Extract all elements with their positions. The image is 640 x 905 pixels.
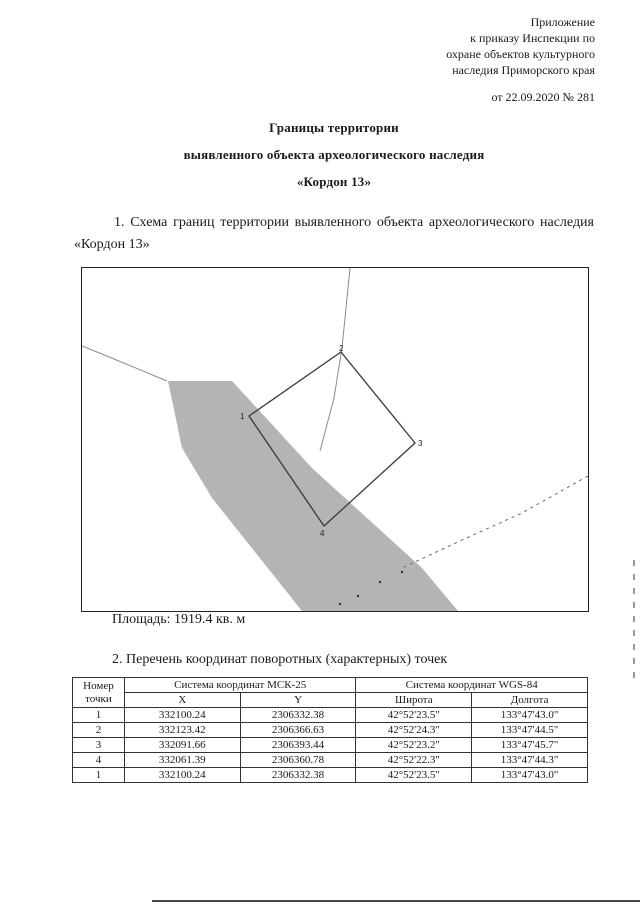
cell-lat: 42°52'23.5"	[356, 768, 472, 783]
table-row	[73, 738, 588, 753]
cell-lon: 133°47'45.7"	[472, 738, 588, 753]
cell-x: 332100.24	[124, 708, 240, 723]
point-label-4: 4	[320, 529, 325, 538]
scan-edge-mark	[633, 560, 635, 680]
sub-y-header: Y	[240, 693, 356, 708]
cell-number: 1	[73, 708, 125, 723]
title-line-3: «Кордон 13»	[296, 174, 372, 189]
cell-x: 332091.66	[124, 738, 240, 753]
sub-lon-header: Долгота	[472, 693, 588, 708]
table-row	[73, 708, 588, 723]
map-dot	[339, 603, 341, 605]
shaded-area	[168, 381, 458, 611]
point-label-3: 3	[418, 439, 423, 448]
appendix-header	[375, 14, 595, 78]
point-label-1: 1	[240, 412, 245, 421]
cell-y: 2306332.38	[240, 708, 356, 723]
cell-y: 2306366.63	[240, 723, 356, 738]
area-text: Площадь: 1919.4 кв. м	[112, 612, 246, 627]
cell-y: 2306360.78	[240, 753, 356, 768]
sub-x-header: X	[124, 693, 240, 708]
map-dot	[379, 581, 381, 583]
table-row	[73, 768, 588, 783]
header-line: к приказу Инспекции по	[470, 31, 595, 45]
cell-lat: 42°52'24.3"	[356, 723, 472, 738]
bottom-scan-rule	[152, 900, 640, 902]
section2-text: 2. Перечень координат поворотных (характерных) точек	[112, 652, 448, 667]
title-line-1: Границы территории	[269, 120, 399, 135]
cell-lon: 133°47'43.0"	[472, 768, 588, 783]
cell-y: 2306393.44	[240, 738, 356, 753]
point-label-2: 2	[339, 344, 344, 353]
map-dot	[401, 571, 403, 573]
cell-lon: 133°47'44.3"	[472, 753, 588, 768]
header-line: наследия Приморского края	[452, 63, 595, 77]
dashed-line	[402, 476, 588, 568]
cell-number: 4	[73, 753, 125, 768]
header-line: Приложение	[530, 15, 595, 29]
cell-lon: 133°47'43.0"	[472, 708, 588, 723]
cell-lon: 133°47'44.5"	[472, 723, 588, 738]
header-line: охране объектов культурного	[446, 47, 595, 61]
sub-lat-header: Широта	[356, 693, 472, 708]
cell-lat: 42°52'22.3"	[356, 753, 472, 768]
cell-lat: 42°52'23.5"	[356, 708, 472, 723]
table-row	[73, 753, 588, 768]
col-number-header: Номер точки	[73, 678, 125, 708]
map-dot	[357, 595, 359, 597]
cell-lat: 42°52'23.2"	[356, 738, 472, 753]
group-wgs-header: Система координат WGS-84	[356, 678, 588, 693]
cell-y: 2306332.38	[240, 768, 356, 783]
cell-x: 332123.42	[124, 723, 240, 738]
group-msk-header: Система координат МСК-25	[124, 678, 356, 693]
road-line-top	[320, 268, 350, 451]
coordinates-table	[72, 677, 588, 783]
cell-x: 332061.39	[124, 753, 240, 768]
map-svg	[82, 268, 588, 611]
title-line-2: выявленного объекта археологического наследия	[183, 147, 485, 162]
section1-text: 1. Схема границ территории выявленного объекта археологического наследия «Кордон 13»	[74, 215, 594, 252]
cell-number: 1	[73, 768, 125, 783]
order-date: от 22.09.2020 № 281	[491, 90, 595, 104]
table-row	[73, 723, 588, 738]
cell-number: 2	[73, 723, 125, 738]
road-line-left	[82, 346, 167, 381]
cell-x: 332100.24	[124, 768, 240, 783]
cell-number: 3	[73, 738, 125, 753]
boundary-map	[81, 267, 589, 612]
